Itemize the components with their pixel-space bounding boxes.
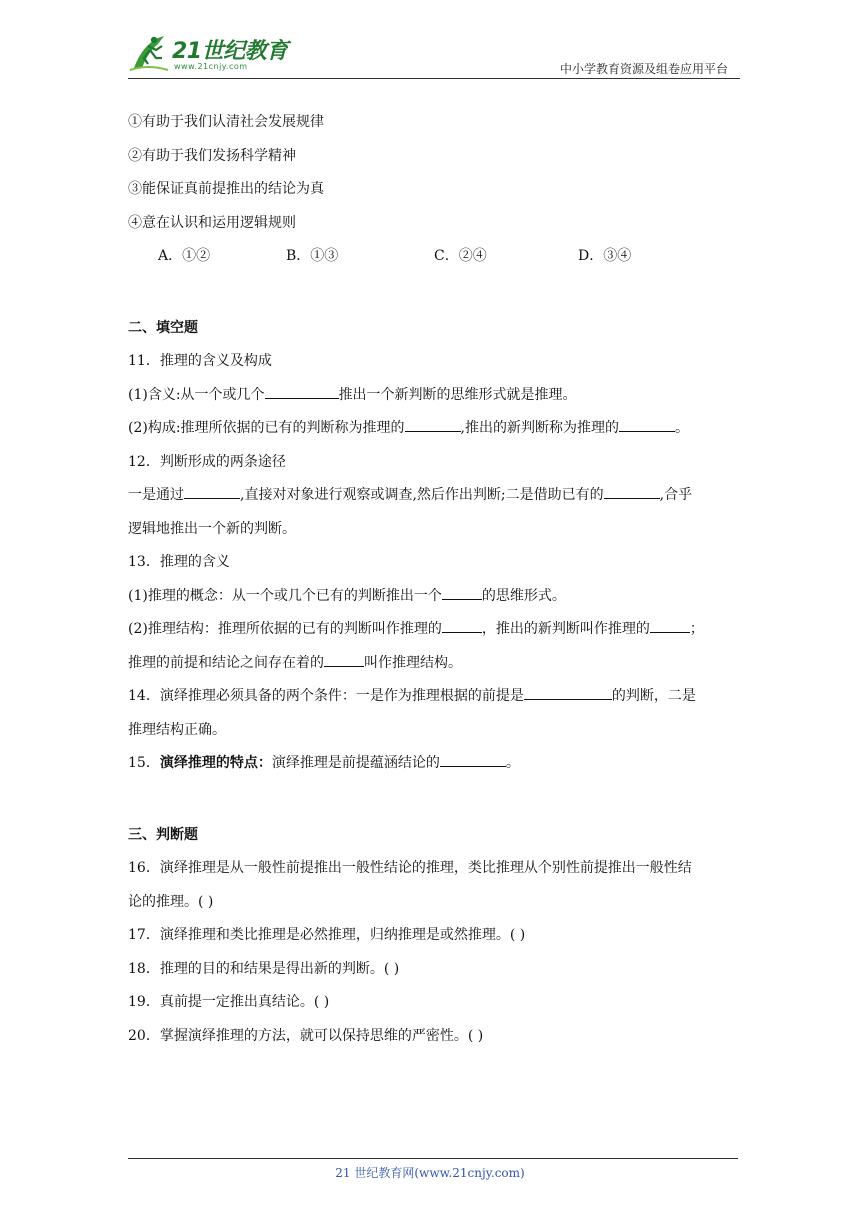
q15-line xyxy=(128,747,734,781)
text: 叫作推理结构。 xyxy=(364,654,462,671)
footer-divider xyxy=(128,1158,738,1159)
logo-url: www.21cnjy.com xyxy=(174,62,248,71)
text: ，推出的新判断叫作推理的 xyxy=(481,621,650,637)
section-true-false-title: 三、判断题 xyxy=(128,826,198,843)
q12-line-2: 逻辑地推出一个新的判断。 xyxy=(128,520,296,537)
answer-blank xyxy=(442,581,482,600)
q12-title: 12．判断形成的两条途径 xyxy=(128,453,286,470)
text: 的判断，二是 xyxy=(611,688,696,704)
text: 一是通过 xyxy=(128,487,184,503)
text: 的思维形式。 xyxy=(481,587,566,604)
text: 15． xyxy=(128,755,160,771)
spacer xyxy=(128,781,734,819)
runner-logo-icon xyxy=(128,34,170,74)
text: (1)推理的概念：从一个或几个已有的判断推出一个 xyxy=(128,587,442,604)
text: 演绎推理是前提蕴涵结论的 xyxy=(271,755,440,771)
answer-blank xyxy=(650,614,690,633)
q10-item-1: ①有助于我们认清社会发展规律 xyxy=(128,114,324,130)
q20-line: 20．掌握演绎推理的方法，就可以保持思维的严密性。( ) xyxy=(128,1027,484,1044)
text: (2)构成:推理所依据的已有的判断称为推理的 xyxy=(128,420,405,436)
option-c: C．②④ xyxy=(434,248,487,264)
text: (2)推理结构：推理所依据的已有的判断叫作推理的 xyxy=(128,621,442,637)
answer-blank xyxy=(442,614,482,633)
q14-line-1 xyxy=(128,680,734,714)
q17-line: 17．演绎推理和类比推理是必然推理，归纳推理是或然推理。( ) xyxy=(128,927,526,943)
text: ,直接对对象进行观察或调查,然后作出判断;二是借助已有的 xyxy=(240,487,604,503)
section-fill-in-title: 二、填空题 xyxy=(128,319,198,336)
text: 14．演绎推理必须具备的两个条件：一是作为推理根据的前提是 xyxy=(128,688,524,704)
text: 。 xyxy=(675,420,689,436)
option-a: A．①② xyxy=(158,248,211,264)
logo-text: 21世纪教育 xyxy=(172,39,288,64)
document-body xyxy=(128,106,734,1053)
text: ； xyxy=(689,621,704,637)
text: 推理的前提和结论之间存在着的 xyxy=(128,654,324,671)
answer-blank xyxy=(440,748,506,767)
page-header xyxy=(128,28,738,78)
answer-blank xyxy=(265,380,339,399)
bold-label: 演绎推理的特点： xyxy=(159,755,272,771)
option-d: D．③④ xyxy=(578,248,632,264)
q10-item-4: ④意在认识和运用逻辑规则 xyxy=(128,214,296,231)
answer-blank xyxy=(405,413,461,432)
text: 。 xyxy=(505,755,520,771)
q13-line-2 xyxy=(128,613,734,647)
q11-line-2 xyxy=(128,412,734,446)
q12-line-1 xyxy=(128,479,734,513)
q14-line-2: 推理结构正确。 xyxy=(128,721,226,738)
answer-blank xyxy=(524,681,612,700)
q10-item-2: ②有助于我们发扬科学精神 xyxy=(128,147,296,164)
q13-title: 13．推理的含义 xyxy=(128,554,230,570)
text: ,合乎 xyxy=(659,487,693,503)
text: 推出一个新判断的思维形式就是推理。 xyxy=(338,386,577,403)
q10-options xyxy=(128,240,734,274)
q18-line: 18．推理的目的和结果是得出新的判断。( ) xyxy=(128,960,400,977)
answer-blank xyxy=(324,648,364,667)
logo xyxy=(128,34,288,74)
option-b: B．①③ xyxy=(286,248,339,264)
answer-blank xyxy=(619,413,675,432)
header-platform-text: 中小学教育资源及组卷应用平台 xyxy=(559,62,728,76)
q13-line-1 xyxy=(128,580,734,614)
q16-line-1: 16．演绎推理是从一般性前提推出一般性结论的推理，类比推理从个别性前提推出一般性结 xyxy=(128,860,692,876)
text: ,推出的新判断称为推理的 xyxy=(460,420,619,436)
q16-line-2: 论的推理。( ) xyxy=(128,893,214,910)
header-divider xyxy=(128,78,740,79)
answer-blank xyxy=(184,480,240,499)
q11-line-1 xyxy=(128,379,734,413)
footer-text: 21 世纪教育网(www.21cnjy.com) xyxy=(335,1166,525,1180)
spacer xyxy=(128,274,734,312)
q19-line: 19．真前提一定推出真结论。( ) xyxy=(128,994,330,1010)
q13-line-3 xyxy=(128,647,734,681)
answer-blank xyxy=(604,480,660,499)
q11-title: 11．推理的含义及构成 xyxy=(128,353,272,369)
text: (1)含义:从一个或几个 xyxy=(128,386,265,403)
q10-item-3: ③能保证真前提推出的结论为真 xyxy=(128,181,324,197)
